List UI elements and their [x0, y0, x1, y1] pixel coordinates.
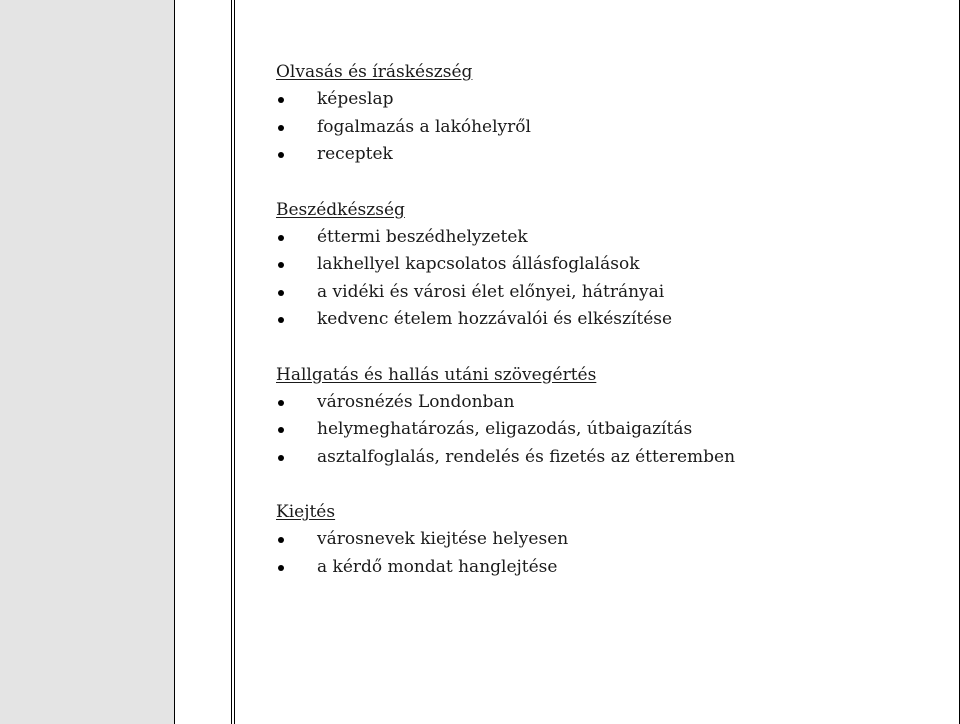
bullet-icon [278, 537, 284, 543]
list-item: kedvenc ételem hozzávalói és elkészítése [276, 306, 936, 334]
section-heading: Olvasás és íráskészség [276, 62, 473, 82]
bullet-list [276, 224, 936, 334]
table-border-line [174, 0, 175, 724]
list-item: receptek [276, 141, 936, 169]
list-item: városnézés Londonban [276, 389, 936, 417]
section-heading: Kiejtés [276, 502, 336, 522]
list-item: asztalfoglalás, rendelés és fizetés az étteremben [276, 444, 936, 472]
bullet-list [276, 86, 936, 169]
section-speaking [276, 196, 936, 334]
list-item: lakhellyel kapcsolatos állásfoglalások [276, 251, 936, 279]
list-item: fogalmazás a lakóhelyről [276, 114, 936, 142]
list-item: a vidéki és városi élet előnyei, hátrányai [276, 279, 936, 307]
list-item: helymeghatározás, eligazodás, útbaigazítás [276, 416, 936, 444]
shaded-column [0, 0, 174, 724]
bullet-icon [278, 455, 284, 461]
section-reading-writing [276, 58, 936, 169]
section-listening [276, 361, 936, 472]
bullet-list [276, 526, 936, 581]
bullet-icon [278, 262, 284, 268]
section-heading: Beszédkészség [276, 199, 405, 220]
section-heading: Hallgatás és hallás utáni szövegértés [276, 364, 597, 385]
bullet-icon [278, 235, 284, 241]
section-pronunciation [276, 498, 936, 581]
bullet-icon [278, 565, 284, 571]
content-cell [276, 58, 936, 608]
bullet-icon [278, 290, 284, 296]
list-item: éttermi beszédhelyzetek [276, 224, 936, 252]
bullet-icon [278, 317, 284, 323]
list-item: a kérdő mondat hanglejtése [276, 554, 936, 582]
table-border-line [231, 0, 232, 724]
table-border-line [234, 0, 235, 724]
bullet-list [276, 389, 936, 472]
bullet-icon [278, 400, 284, 406]
list-item: képeslap [276, 86, 936, 114]
bullet-icon [278, 97, 284, 103]
bullet-icon [278, 152, 284, 158]
bullet-icon [278, 427, 284, 433]
bullet-icon [278, 125, 284, 131]
list-item: városnevek kiejtése helyesen [276, 526, 936, 554]
